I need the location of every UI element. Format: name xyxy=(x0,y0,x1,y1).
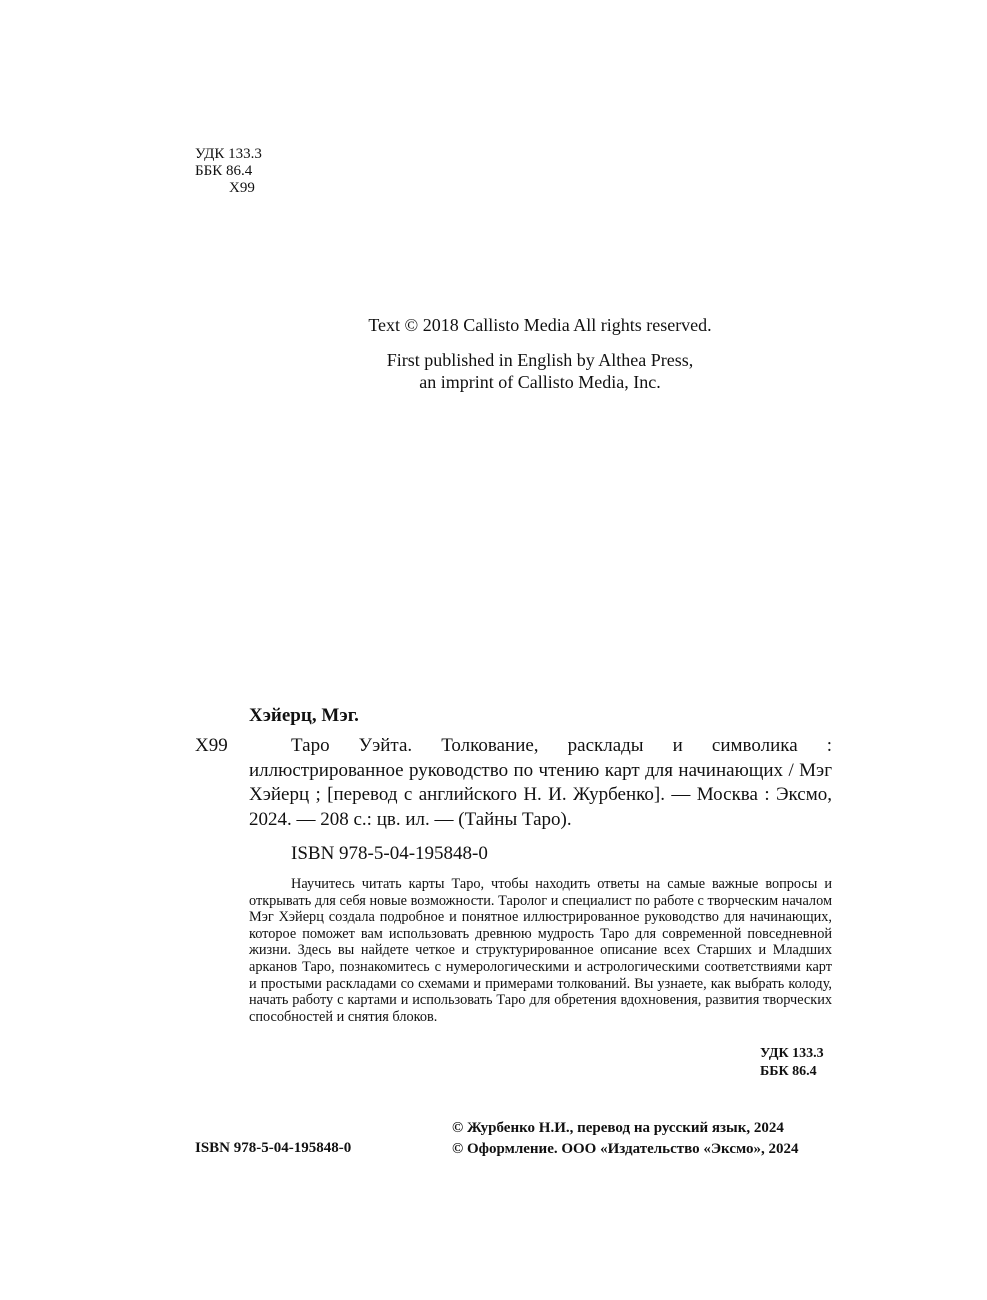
annotation: Научитесь читать карты Таро, чтобы находить ответы на самые важные вопросы и открывать для себя новые возможности. Таролог и специалист по работе с творческим началом Мэг Хэйерц создала подробное и понятное иллюстрированное руководство для начинающих, которое поможет вам использовать древнюю мудрость Таро для современной повседневной жизни. Здесь вы найдете четкое и структурированное описание всех Старших и Младших арканов Таро, познакомитесь с нумерологическими и астрологическими соответствиями карт и простыми раскладами со схемами и примерами толкований. Вы узнаете, как выбрать колоду, начать работу с картами и использовать Таро для обретения вдохновения, развития творческих способностей и снятия блоков. xyxy=(249,876,832,1025)
text-copyright: Text © 2018 Callisto Media All rights reserved. xyxy=(368,315,712,335)
udk-code: УДК 133.3 xyxy=(195,146,262,162)
bbk-code: ББК 86.4 xyxy=(195,163,253,179)
catalog-isbn: ISBN 978-5-04-195848-0 xyxy=(291,843,488,864)
catalog-code: Х99 xyxy=(195,735,228,756)
rights-block xyxy=(250,314,830,393)
classification-block xyxy=(195,146,262,197)
first-published-line-1: First published in English by Althea Press, xyxy=(386,350,694,370)
catalog-description: Таро Уэйта. Толкование, расклады и символика : иллюстрированное руководство по чтению карт для начинающих / Мэг Хэйерц ; [перевод с английского Н. И. Журбенко]. — Москва : Эксмо, 2024. — 208 с.: цв. ил. — (Тайны Таро). xyxy=(249,735,832,830)
footer-isbn: ISBN 978-5-04-195848-0 xyxy=(195,1140,352,1156)
copyright-translation: © Журбенко Н.И., перевод на русский язык, 2024 xyxy=(452,1120,784,1136)
footer-copyright xyxy=(452,1118,832,1160)
first-published-line-2: an imprint of Callisto Media, Inc. xyxy=(419,372,661,392)
annotation-codes xyxy=(760,1045,824,1081)
catalog-author: Хэйерц, Мэг. xyxy=(249,705,359,726)
author-code: Х99 xyxy=(229,180,255,196)
copyright-design: © Оформление. ООО «Издательство «Эксмо», 2024 xyxy=(452,1141,799,1157)
annotation-bbk: ББК 86.4 xyxy=(760,1064,817,1079)
annotation-udk: УДК 133.3 xyxy=(760,1046,824,1061)
